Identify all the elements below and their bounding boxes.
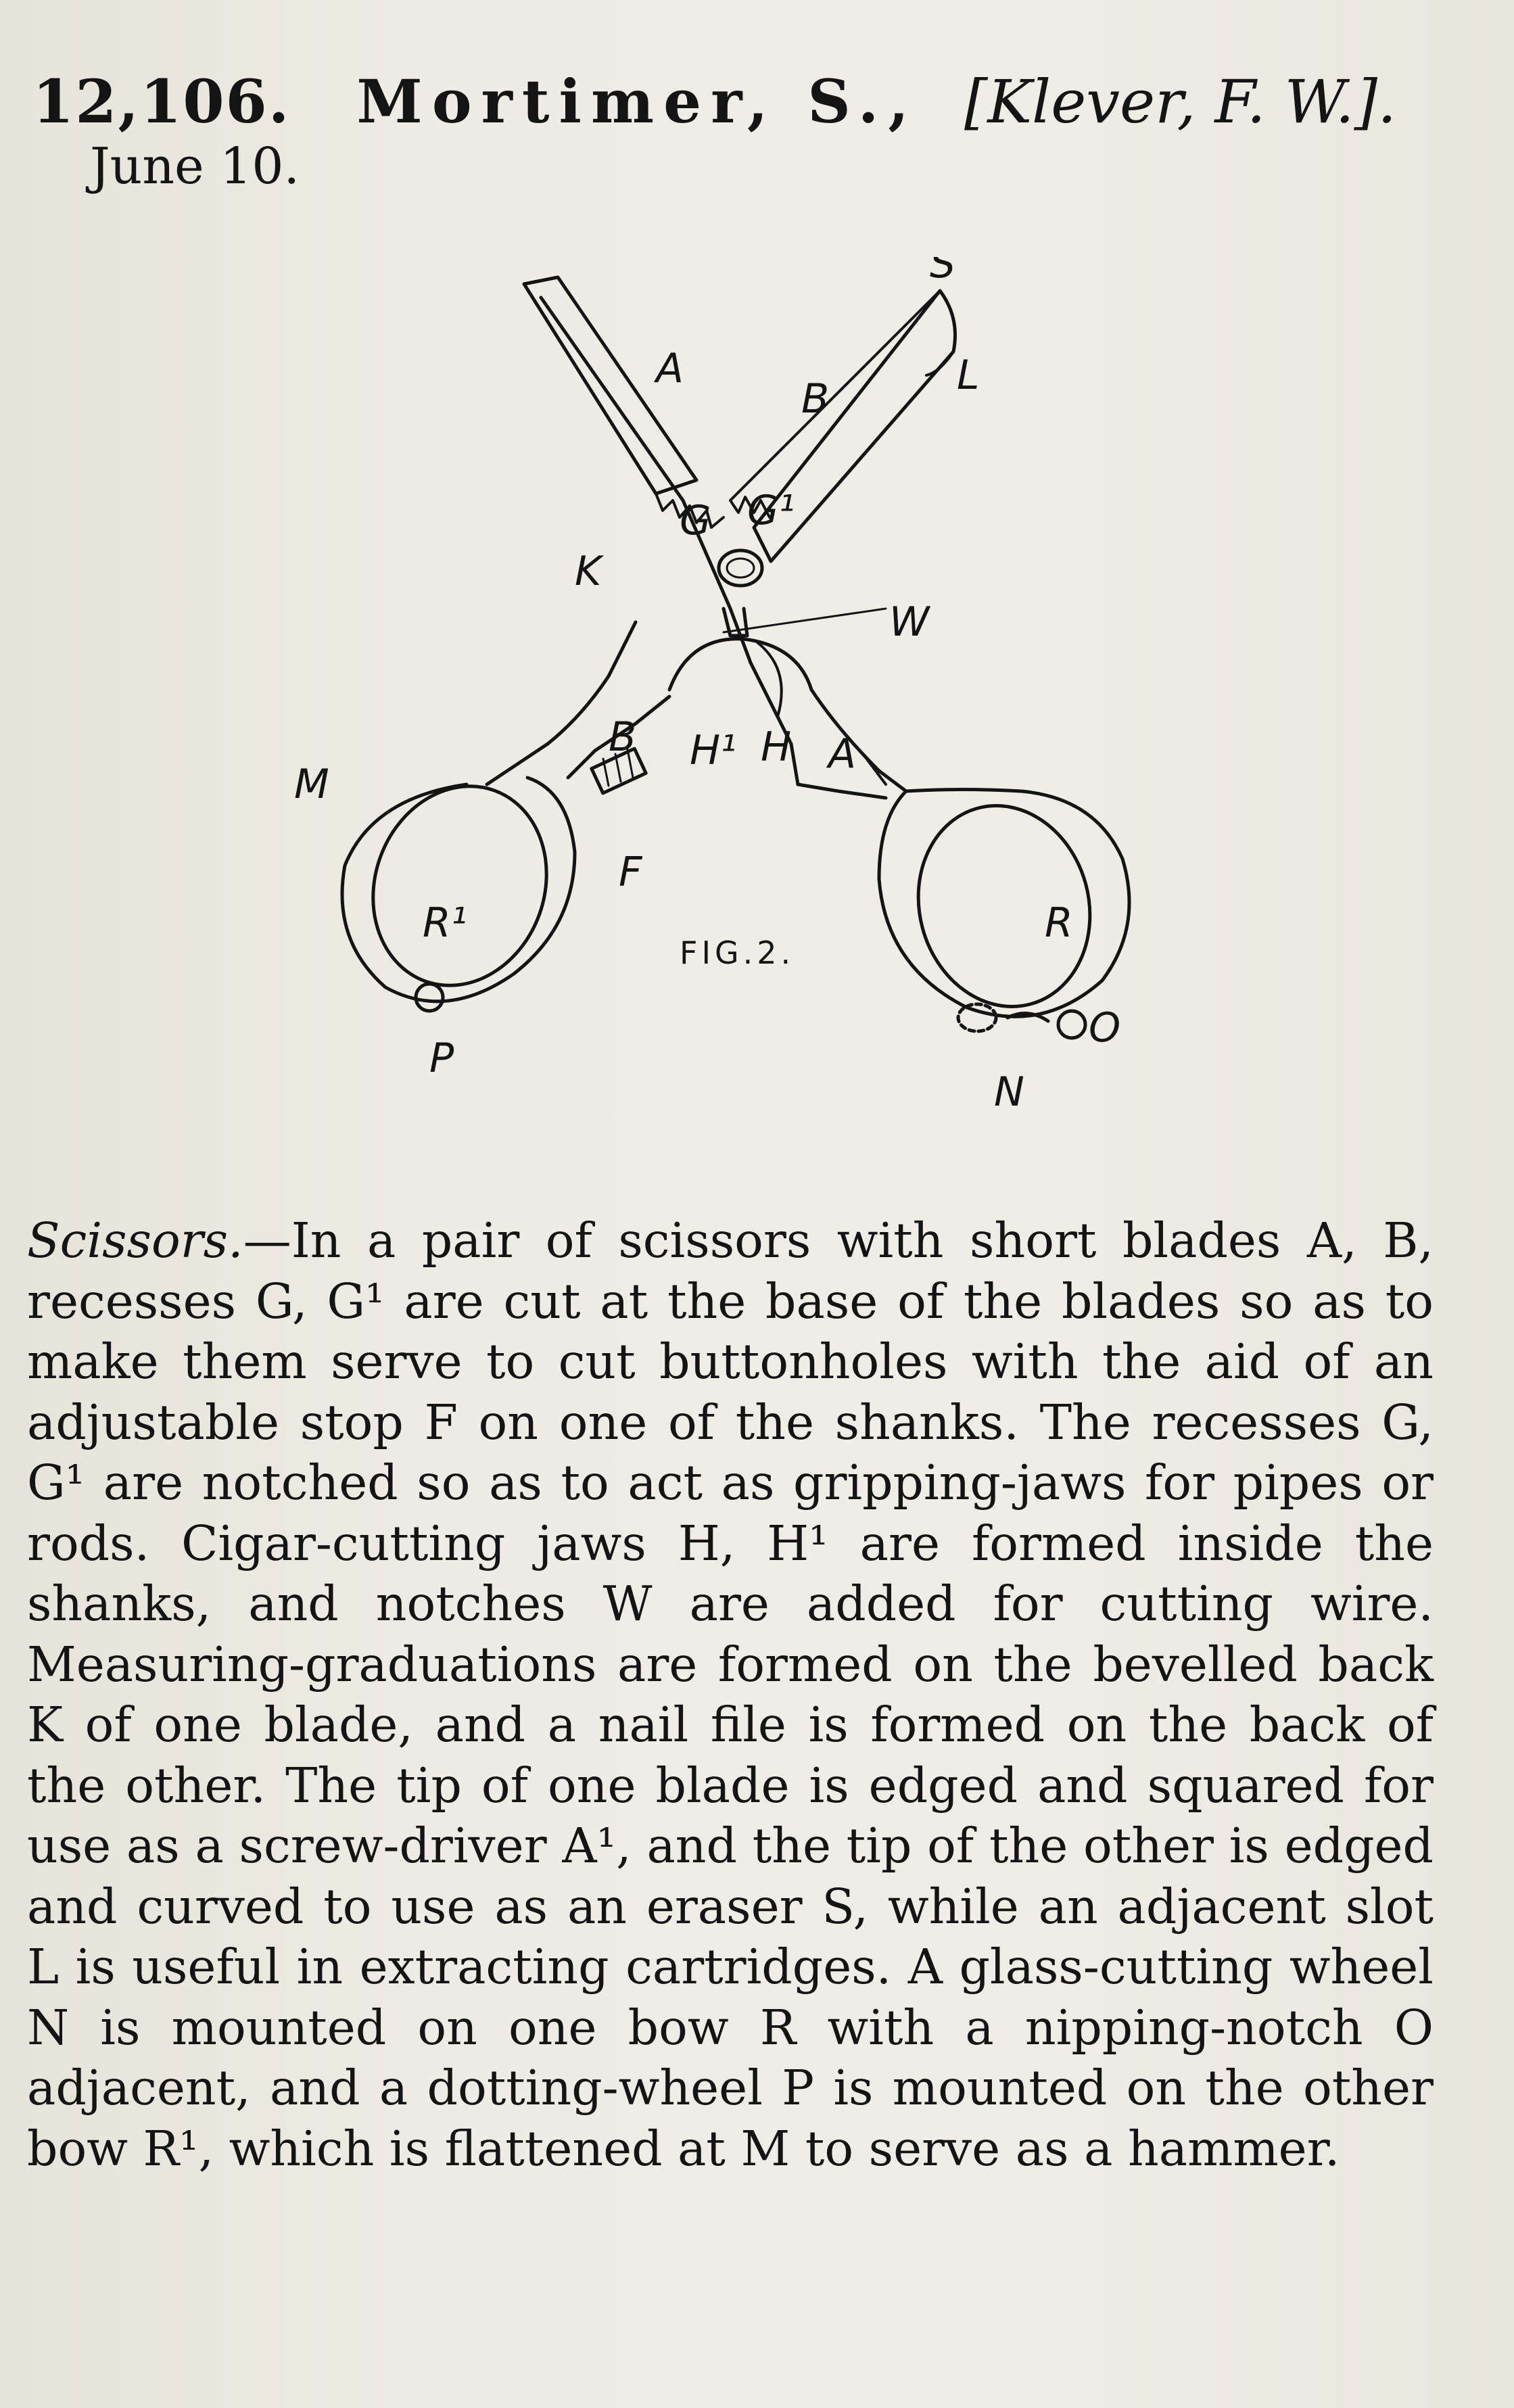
label-k: K xyxy=(575,548,602,595)
dotting-wheel-p xyxy=(416,984,443,1011)
label-p: P xyxy=(429,1035,454,1082)
label-a-mid: A xyxy=(828,730,857,778)
header-line xyxy=(32,68,1493,136)
scissors-drawing xyxy=(257,257,1217,1150)
bow-r1-outer xyxy=(342,778,575,1001)
label-g: G xyxy=(680,497,711,544)
pivot-screw-outer xyxy=(719,550,762,586)
inventor-name: Mortimer, S., xyxy=(356,66,918,137)
label-m: M xyxy=(294,761,329,808)
label-r1: R¹ xyxy=(423,899,467,947)
patent-date: June 10. xyxy=(90,137,300,195)
label-b-top: B xyxy=(801,375,830,423)
abstract-lead: Scissors. xyxy=(27,1212,243,1269)
bow-r-inner xyxy=(896,786,1112,1026)
scissors-figure xyxy=(257,257,1217,1150)
bow-r-outer xyxy=(879,790,1129,1017)
label-h1: H¹ xyxy=(690,727,737,774)
abstract-paragraph xyxy=(27,1210,1434,2179)
right-shank-top xyxy=(811,690,906,791)
label-a-top: A xyxy=(656,345,684,392)
label-s: S xyxy=(930,257,956,287)
label-h: H xyxy=(761,724,792,771)
right-shank-bottom xyxy=(798,784,886,798)
patent-header xyxy=(32,68,1493,197)
notch-o-ring xyxy=(1058,1011,1085,1038)
label-w: W xyxy=(889,598,930,646)
right-shank-detail xyxy=(866,757,886,784)
assignee: [Klever, F. W.]. xyxy=(964,67,1397,137)
label-f: F xyxy=(619,849,642,896)
pivot-screw-inner xyxy=(727,559,754,577)
label-o: O xyxy=(1089,1004,1121,1052)
label-b-mid: B xyxy=(609,713,637,761)
label-g1: G¹ xyxy=(747,487,795,534)
label-l: L xyxy=(957,352,980,399)
label-r: R xyxy=(1045,899,1073,947)
patent-abstract xyxy=(27,1210,1434,2179)
glass-cutting-wheel-n xyxy=(958,1004,996,1031)
abstract-text: —In a pair of scissors with short blades A, B, recesses G, G¹ are cut at the base of the blades so as to make them serve to cut buttonholes with the aid of an adjustable stop F on one of the shanks. The recesses G, G¹ are notched so as to act as gripping-jaws for pipes or rods. Cigar-cutting jaws H, H¹ are formed inside the shanks, and notches W are added for cutting wire. Measuring-graduations are formed on the bevelled back K of one blade, and a nail file is formed on the back of the other. The tip of one blade is edged and squared for use as a screw-driver A¹, and the tip of the other is edged and curved to use as an eraser S, while an adjacent slot L is useful in extracting cartridges. A glass-cutting wheel N is mounted on one bow R with a nipping-notch O adjacent, and a dotting-wheel P is mounted on the other bow R¹, which is flattened at M to serve as a hammer. xyxy=(27,1212,1434,2177)
figure-caption: FIG.2. xyxy=(680,935,795,971)
slot-l xyxy=(926,352,953,375)
cigar-jaws-h-h1 xyxy=(669,639,811,690)
blade-b-edge xyxy=(730,291,940,500)
bow-r1-inner xyxy=(346,761,574,1010)
jaw-h-divider xyxy=(757,642,782,717)
patent-number: 12,106. xyxy=(32,66,291,137)
label-n: N xyxy=(994,1068,1024,1116)
